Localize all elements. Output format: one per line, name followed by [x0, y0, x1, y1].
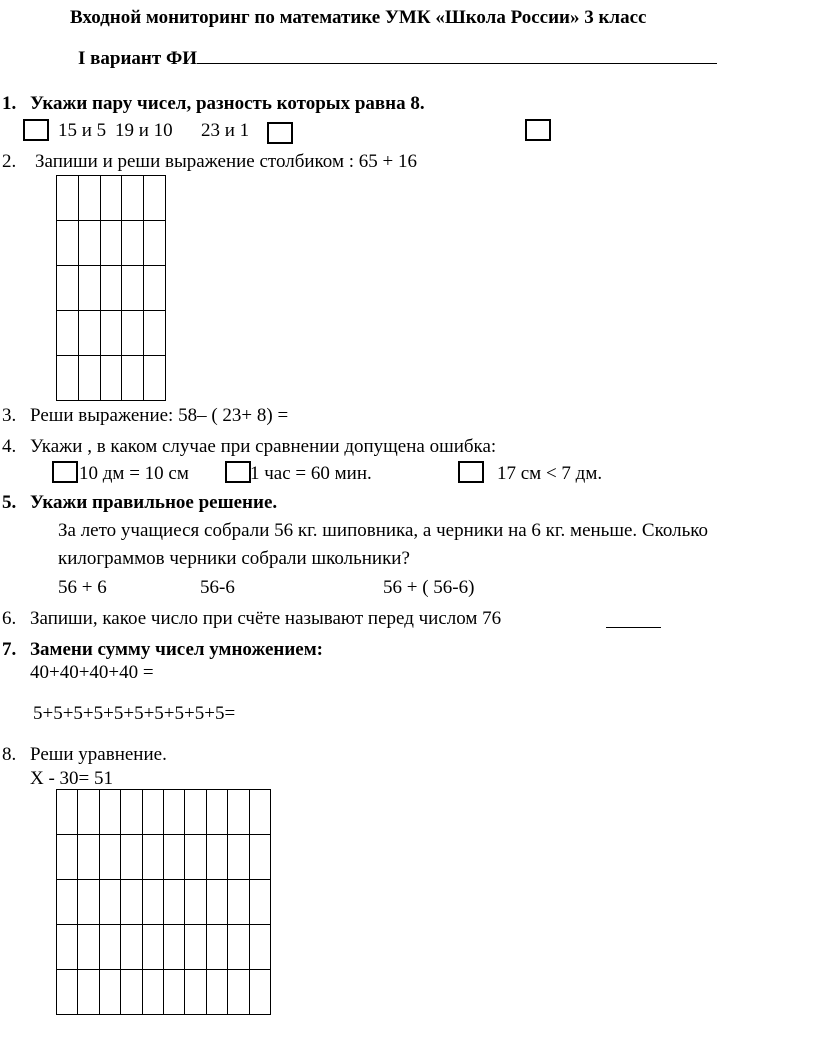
grid-cell[interactable]: [57, 176, 79, 221]
grid-cell[interactable]: [79, 266, 101, 311]
grid-cell[interactable]: [57, 311, 79, 356]
grid-cell[interactable]: [101, 221, 123, 266]
task-6-text: Запиши, какое число при счёте называют перед числом 76: [30, 608, 502, 629]
page-title: Входной мониторинг по математике УМК «Школа России» 3 класс: [70, 7, 647, 28]
grid-cell[interactable]: [101, 176, 123, 221]
grid-cell[interactable]: [101, 311, 123, 356]
grid-cell[interactable]: [122, 356, 144, 401]
task-5-problem-line-1: За лето учащиеся собрали 56 кг. шиповника, а черники на 6 кг. меньше. Сколько: [58, 520, 709, 541]
task-8-text: Реши уравнение.: [30, 744, 167, 765]
task-2-text: Запиши и реши выражение столбиком : 65 + 16: [35, 151, 417, 172]
grid-cell[interactable]: [164, 790, 185, 835]
grid-cell[interactable]: [79, 356, 101, 401]
grid-cell[interactable]: [78, 790, 99, 835]
task-4-number: 4.: [2, 436, 17, 457]
grid-cell[interactable]: [207, 970, 228, 1015]
grid-cell[interactable]: [122, 266, 144, 311]
grid-cell[interactable]: [101, 356, 123, 401]
task-2-number: 2.: [2, 151, 17, 172]
grid-cell[interactable]: [100, 835, 121, 880]
task-1-number: 1.: [2, 93, 17, 114]
task-8-answer-grid[interactable]: [56, 789, 271, 1015]
grid-cell[interactable]: [57, 925, 78, 970]
task-1-option-b: 19 и 10: [115, 120, 173, 141]
task-3-number: 3.: [2, 405, 17, 426]
grid-cell[interactable]: [121, 970, 142, 1015]
grid-cell[interactable]: [143, 970, 164, 1015]
grid-cell[interactable]: [164, 970, 185, 1015]
grid-cell[interactable]: [228, 880, 249, 925]
grid-cell[interactable]: [100, 880, 121, 925]
name-blank[interactable]: [197, 63, 717, 64]
grid-cell[interactable]: [57, 970, 78, 1015]
task-1-text: Укажи пару чисел, разность которых равна 8.: [30, 93, 425, 114]
grid-cell[interactable]: [250, 880, 271, 925]
grid-cell[interactable]: [164, 835, 185, 880]
task-5-option-b: 56-6: [200, 577, 235, 598]
grid-cell[interactable]: [78, 880, 99, 925]
grid-cell[interactable]: [144, 311, 166, 356]
task-4-text: Укажи , в каком случае при сравнении допущена ошибка:: [30, 436, 497, 457]
grid-cell[interactable]: [228, 835, 249, 880]
task-6-number: 6.: [2, 608, 17, 629]
grid-cell[interactable]: [101, 266, 123, 311]
grid-cell[interactable]: [79, 176, 101, 221]
task-4-option-a: 10 дм = 10 см: [79, 463, 189, 484]
grid-cell[interactable]: [164, 880, 185, 925]
grid-cell[interactable]: [250, 790, 271, 835]
task-1-option-a: 15 и 5: [58, 120, 107, 141]
grid-cell[interactable]: [121, 925, 142, 970]
task-4-option-c: 17 см < 7 дм.: [497, 463, 603, 484]
grid-cell[interactable]: [185, 880, 206, 925]
grid-cell[interactable]: [185, 790, 206, 835]
grid-cell[interactable]: [57, 880, 78, 925]
grid-cell[interactable]: [207, 790, 228, 835]
grid-cell[interactable]: [228, 790, 249, 835]
grid-cell[interactable]: [250, 970, 271, 1015]
grid-cell[interactable]: [57, 356, 79, 401]
task-1-checkbox-b[interactable]: [267, 122, 293, 144]
grid-cell[interactable]: [164, 925, 185, 970]
task-4-checkbox-c[interactable]: [458, 461, 484, 483]
grid-cell[interactable]: [144, 176, 166, 221]
task-5-number: 5.: [2, 492, 17, 513]
grid-cell[interactable]: [121, 790, 142, 835]
task-7-text: Замени сумму чисел умножением:: [30, 639, 324, 660]
grid-cell[interactable]: [78, 970, 99, 1015]
grid-cell[interactable]: [143, 835, 164, 880]
grid-cell[interactable]: [100, 925, 121, 970]
task-2-answer-grid[interactable]: [56, 175, 166, 401]
grid-cell[interactable]: [207, 925, 228, 970]
grid-cell[interactable]: [57, 266, 79, 311]
grid-cell[interactable]: [185, 925, 206, 970]
grid-cell[interactable]: [100, 790, 121, 835]
grid-cell[interactable]: [78, 835, 99, 880]
grid-cell[interactable]: [57, 835, 78, 880]
task-1-option-c: 23 и 1: [201, 120, 250, 141]
task-3-text: Реши выражение: 58– ( 23+ 8) =: [30, 405, 289, 426]
grid-cell[interactable]: [185, 835, 206, 880]
grid-cell[interactable]: [79, 311, 101, 356]
grid-cell[interactable]: [143, 925, 164, 970]
grid-cell[interactable]: [250, 925, 271, 970]
task-7-expression-2: 5+5+5+5+5+5+5+5+5+5=: [33, 703, 236, 724]
grid-cell[interactable]: [144, 356, 166, 401]
grid-cell[interactable]: [228, 925, 249, 970]
task-8-number: 8.: [2, 744, 17, 765]
task-1-checkbox-a[interactable]: [23, 119, 49, 141]
grid-cell[interactable]: [100, 970, 121, 1015]
grid-cell[interactable]: [144, 221, 166, 266]
grid-cell[interactable]: [79, 221, 101, 266]
grid-cell[interactable]: [121, 880, 142, 925]
task-7-number: 7.: [2, 639, 17, 660]
grid-cell[interactable]: [144, 266, 166, 311]
task-5-option-a: 56 + 6: [58, 577, 107, 598]
task-6-answer-blank[interactable]: [606, 627, 661, 628]
task-8-equation: Х - 30= 51: [30, 768, 114, 789]
grid-cell[interactable]: [57, 221, 79, 266]
task-5-option-c: 56 + ( 56-6): [383, 577, 475, 598]
grid-cell[interactable]: [57, 790, 78, 835]
task-5-text: Укажи правильное решение.: [30, 492, 278, 513]
grid-cell[interactable]: [143, 880, 164, 925]
grid-cell[interactable]: [207, 835, 228, 880]
grid-cell[interactable]: [122, 176, 144, 221]
grid-cell[interactable]: [78, 925, 99, 970]
grid-cell[interactable]: [121, 835, 142, 880]
grid-cell[interactable]: [228, 970, 249, 1015]
variant-label: [78, 48, 717, 70]
variant-text: I вариант ФИ: [78, 48, 198, 69]
grid-cell[interactable]: [207, 880, 228, 925]
task-5-problem-line-2: килограммов черники собрали школьники?: [58, 548, 410, 569]
grid-cell[interactable]: [185, 970, 206, 1015]
task-4-checkbox-a[interactable]: [52, 461, 78, 483]
grid-cell[interactable]: [143, 790, 164, 835]
grid-cell[interactable]: [122, 311, 144, 356]
grid-cell[interactable]: [250, 835, 271, 880]
task-1-checkbox-c[interactable]: [525, 119, 551, 141]
task-7-expression-1: 40+40+40+40 =: [30, 662, 154, 683]
task-4-checkbox-b[interactable]: [225, 461, 251, 483]
task-4-option-b: 1 час = 60 мин.: [250, 463, 372, 484]
grid-cell[interactable]: [122, 221, 144, 266]
